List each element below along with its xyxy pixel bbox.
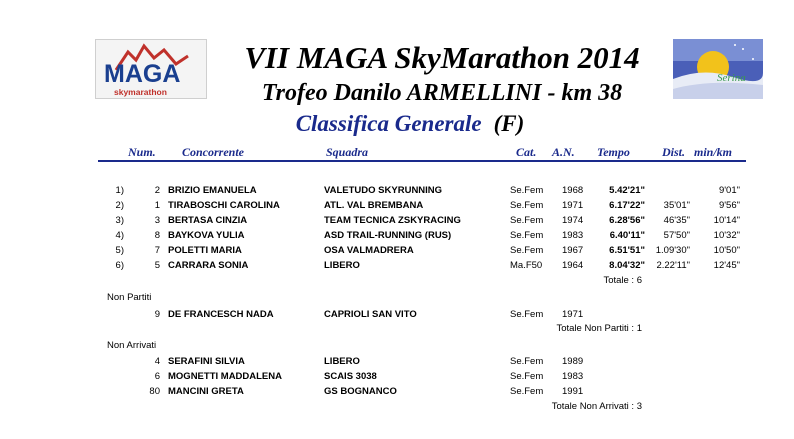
row-category: Se.Fem	[510, 230, 544, 241]
row-name: MANCINI GRETA	[168, 386, 244, 397]
row-year: 1971	[562, 200, 584, 211]
non-finished-heading: Non Arrivati	[107, 340, 157, 351]
logo-serina-text: Serina	[717, 72, 746, 84]
classification-title	[20, 111, 794, 137]
row-position: 6)	[115, 260, 124, 271]
col-header-time: Tempo	[597, 145, 630, 159]
classification-label: Classifica Generale	[295, 111, 482, 136]
row-name: BRIZIO EMANUELA	[168, 185, 257, 196]
logo-skymarathon-text: skymarathon	[114, 87, 167, 97]
row-pace: 10'50"	[713, 245, 740, 256]
row-time: 6.17'22"	[609, 200, 645, 211]
row-gap: 2.22'11"	[656, 260, 690, 271]
row-number: 80	[149, 386, 160, 397]
row-pace: 12'45"	[713, 260, 740, 271]
row-time: 6.40'11"	[609, 230, 645, 241]
row-year: 1971	[562, 309, 584, 320]
row-year: 1983	[562, 371, 584, 382]
row-pace: 9'56"	[718, 200, 740, 211]
row-year: 1967	[562, 245, 584, 256]
page-title: VII MAGA SkyMarathon 2014	[244, 40, 640, 75]
row-year: 1991	[562, 386, 584, 397]
row-position: 2)	[115, 200, 124, 211]
row-team: LIBERO	[324, 356, 360, 367]
row-team: SCAIS 3038	[324, 371, 377, 382]
row-pace: 10'14"	[713, 215, 740, 226]
col-header-cat: Cat.	[516, 145, 537, 159]
row-category: Se.Fem	[510, 245, 544, 256]
row-number: 9	[154, 309, 160, 320]
row-team: ASD TRAIL-RUNNING (RUS)	[324, 230, 452, 241]
row-year: 1989	[562, 356, 584, 367]
row-gap: 57'50"	[663, 230, 690, 241]
row-gap: 1.09'30"	[655, 245, 690, 256]
row-number: 8	[154, 230, 160, 241]
row-name: BERTASA CINZIA	[168, 215, 248, 226]
row-year: 1968	[562, 185, 584, 196]
row-team: GS BOGNANCO	[324, 386, 397, 397]
row-name: SERAFINI SILVIA	[168, 356, 245, 367]
row-category: Se.Fem	[510, 185, 544, 196]
row-number: 5	[154, 260, 160, 271]
row-name: CARRARA SONIA	[168, 260, 249, 271]
row-gap: 46'35"	[663, 215, 690, 226]
row-category: Se.Fem	[510, 371, 544, 382]
total-ranked: Totale : 6	[603, 275, 642, 286]
row-position: 5)	[115, 245, 124, 256]
row-name: MOGNETTI MADDALENA	[168, 371, 282, 382]
row-year: 1983	[562, 230, 584, 241]
row-number: 2	[154, 185, 160, 196]
row-pace: 9'01"	[718, 185, 740, 196]
col-header-pace: min/km	[694, 145, 733, 159]
category-label: (F)	[493, 111, 525, 136]
row-number: 6	[154, 371, 160, 382]
row-time: 5.42'21"	[609, 185, 645, 196]
row-position: 3)	[115, 215, 124, 226]
row-gap: 35'01"	[663, 200, 690, 211]
row-name: DE FRANCESCH NADA	[168, 309, 274, 320]
col-header-dist: Dist.	[662, 145, 686, 159]
row-category: Ma.F50	[510, 260, 543, 271]
row-team: VALETUDO SKYRUNNING	[324, 185, 443, 196]
col-header-team: Squadra	[326, 145, 369, 159]
row-time: 6.28'56"	[609, 215, 645, 226]
row-position: 1)	[115, 185, 124, 196]
col-header-name: Concorrente	[182, 145, 245, 159]
non-started-heading: Non Partiti	[107, 292, 152, 303]
logo-maga-text: MAGA	[104, 60, 181, 88]
col-header-year: A.N.	[552, 145, 575, 159]
row-number: 7	[154, 245, 160, 256]
row-name: BAYKOVA YULIA	[168, 230, 245, 241]
total-non-finished: Totale Non Arrivati : 3	[551, 401, 642, 412]
col-header-num: Num.	[128, 145, 156, 159]
row-category: Se.Fem	[510, 215, 544, 226]
row-number: 3	[154, 215, 160, 226]
row-name: POLETTI MARIA	[168, 245, 242, 256]
row-pace: 10'32"	[713, 230, 740, 241]
row-time: 8.04'32"	[609, 260, 645, 271]
row-category: Se.Fem	[510, 200, 544, 211]
row-category: Se.Fem	[510, 309, 544, 320]
total-non-started: Totale Non Partiti : 1	[556, 323, 642, 334]
row-name: TIRABOSCHI CAROLINA	[168, 200, 280, 211]
row-number: 1	[154, 200, 160, 211]
row-team: OSA VALMADRERA	[324, 245, 414, 256]
row-number: 4	[154, 356, 160, 367]
row-category: Se.Fem	[510, 386, 544, 397]
row-year: 1974	[562, 215, 584, 226]
row-team: TEAM TECNICA ZSKYRACING	[324, 215, 461, 226]
row-category: Se.Fem	[510, 356, 544, 367]
page-subtitle: Trofeo Danilo ARMELLINI - km 38	[261, 80, 623, 106]
row-team: ATL. VAL BREMBANA	[324, 200, 424, 211]
row-position: 4)	[115, 230, 124, 241]
row-team: LIBERO	[324, 260, 360, 271]
row-time: 6.51'51"	[609, 245, 645, 256]
header-divider	[98, 160, 746, 162]
row-team: CAPRIOLI SAN VITO	[324, 309, 417, 320]
row-year: 1964	[562, 260, 584, 271]
